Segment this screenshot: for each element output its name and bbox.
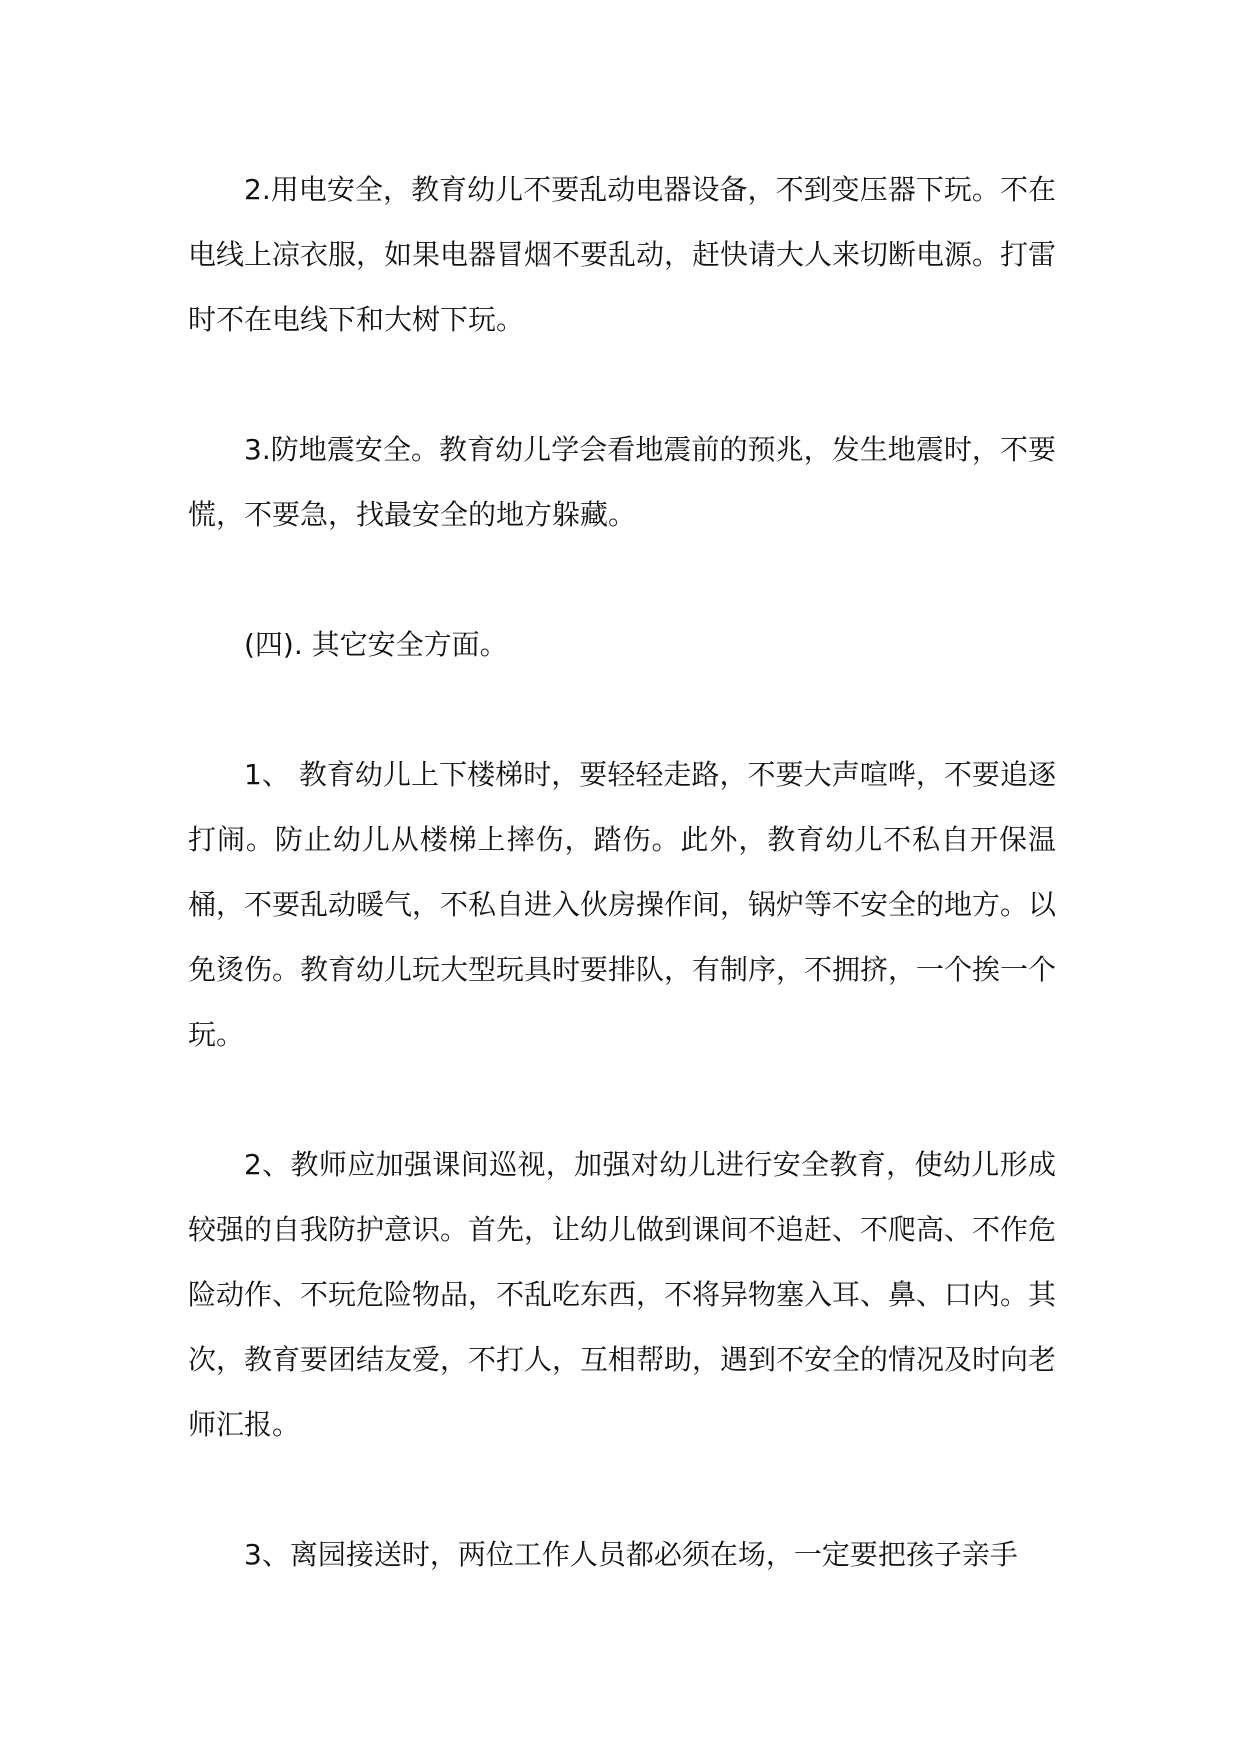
paragraph-stairs-safety: 1、 教育幼儿上下楼梯时，要轻轻走路，不要大声喧哗，不要追逐打闹。防止幼儿从楼梯上摔伤，踏伤。此外，教育幼儿不私自开保温桶，不要乱动暖气，不私自进入伙房操作间，锅炉等不安全的地方。以免烫伤。教育幼儿玩大型玩具时要排队，有制序，不拥挤，一个挨一个玩。	[188, 758, 1057, 1051]
paragraph-electric-safety: 2.用电安全，教育幼儿不要乱动电器设备，不到变压器下玩。不在电线上凉衣服，如果电器冒烟不要乱动，赶快请大人来切断电源。打雷时不在电线下和大树下玩。	[188, 173, 1057, 336]
paragraph-earthquake-safety: 3.防地震安全。教育幼儿学会看地震前的预兆，发生地震时，不要慌，不要急，找最安全的地方躲藏。	[188, 433, 1056, 531]
paragraph-teacher-supervision: 2、教师应加强课间巡视，加强对幼儿进行安全教育，使幼儿形成较强的自我防护意识。首先，让幼儿做到课间不追赶、不爬高、不作危险动作、不玩危险物品，不乱吃东西，不将异物塞入耳、鼻、口内。其次，教育要团结友爱，不打人，互相帮助，遇到不安全的情况及时向老师汇报。	[188, 1148, 1057, 1441]
paragraph-pickup-safety: 3、离园接送时，两位工作人员都必须在场，一定要把孩子亲手	[244, 1538, 1018, 1571]
document-body	[188, 157, 1056, 1652]
section-heading-other-safety: (四). 其它安全方面。	[244, 628, 508, 661]
